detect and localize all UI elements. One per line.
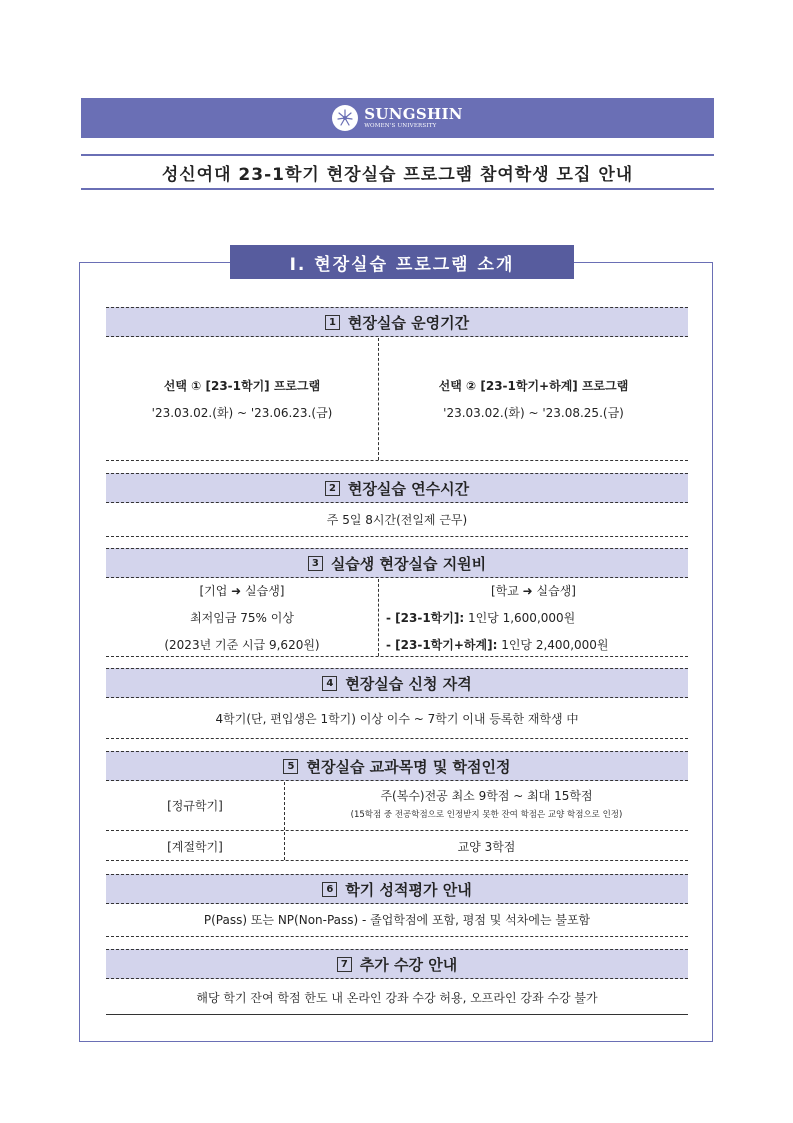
section-5-number: 5 <box>283 759 298 774</box>
section-2-label: 현장실습 연수시간 <box>347 479 470 498</box>
section-3-header <box>106 548 688 578</box>
logo-emblem-icon <box>332 105 358 131</box>
option-1-title: 선택 ① [23-1학기] 프로그램 <box>163 379 321 393</box>
section-4-number: 4 <box>322 676 337 691</box>
section-5-header <box>106 751 688 781</box>
document-title: 성신여대 23-1학기 현장실습 프로그램 참여학생 모집 안내 <box>161 164 634 185</box>
school-support-line1-value: 1인당 1,600,000원 <box>464 611 576 625</box>
section-3-number: 3 <box>308 556 323 571</box>
school-support-line2-label: - [23-1학기+하계]: <box>386 638 498 652</box>
section-7-header <box>106 949 688 979</box>
section-7-number: 7 <box>337 957 352 972</box>
school-support-line1 <box>386 609 575 626</box>
section-3-label: 실습생 현장실습 지원비 <box>330 554 487 573</box>
section-5-label: 현장실습 교과목명 및 학점인정 <box>306 757 511 776</box>
section-6-header <box>106 874 688 904</box>
company-support-line2: (2023년 기준 시급 9,620원) <box>164 638 320 652</box>
section-6-text: P(Pass) 또는 NP(Non-Pass) - 졸업학점에 포함, 평점 및 석차에는 불포함 <box>203 913 591 927</box>
option-1-date: '23.03.02.(화) ~ '23.06.23.(금) <box>151 406 333 420</box>
school-support-line2-value: 1인당 2,400,000원 <box>497 638 609 652</box>
regular-term-note: (15학점 중 전공학점으로 인정받지 못한 잔여 학점은 교양 학점으로 인정) <box>350 810 623 820</box>
section-2-header <box>106 473 688 503</box>
section-1-label: 현장실습 운영기간 <box>347 313 470 332</box>
section-6-label: 학기 성적평가 안내 <box>345 880 472 899</box>
section-1-number: 1 <box>325 315 340 330</box>
school-support-line1-label: - [23-1학기]: <box>386 611 465 625</box>
section-4-text: 4학기(단, 편입생은 1학기) 이상 이수 ~ 7학기 이내 등록한 재학생 中 <box>215 712 579 726</box>
school-support-head: [학교 ➜ 실습생] <box>490 584 576 598</box>
company-support-line1: 최저임금 75% 이상 <box>190 611 294 625</box>
seasonal-term-text: 교양 3학점 <box>457 840 516 854</box>
regular-term-label: [정규학기] <box>167 799 223 813</box>
section-1-divider <box>378 338 379 460</box>
option-2-title: 선택 ② [23-1학기+하계] 프로그램 <box>438 379 629 393</box>
university-banner <box>81 98 714 138</box>
school-support-line2 <box>386 636 609 653</box>
seasonal-term-label: [계절학기] <box>167 840 223 854</box>
regular-term-text: 주(복수)전공 최소 9학점 ~ 최대 15학점 <box>380 789 593 803</box>
section-4-header <box>106 668 688 698</box>
logo-name: SUNGSHIN <box>364 104 463 123</box>
section-6-number: 6 <box>322 882 337 897</box>
section-4-label: 현장실습 신청 자격 <box>345 674 472 693</box>
section-1-header <box>106 307 688 337</box>
logo-subtitle: WOMEN'S UNIVERSITY <box>364 122 437 129</box>
option-2-date: '23.03.02.(화) ~ '23.08.25.(금) <box>443 406 624 420</box>
section-2-number: 2 <box>325 481 340 496</box>
company-support-head: [기업 ➜ 실습생] <box>199 584 285 598</box>
university-logo <box>332 105 463 131</box>
section-title: Ⅰ. 현장실습 프로그램 소개 <box>230 245 574 279</box>
section-2-text: 주 5일 8시간(전일제 근무) <box>326 513 468 527</box>
document-title-bar <box>81 154 714 190</box>
section-1-body <box>106 337 688 461</box>
section-7-label: 추가 수강 안내 <box>359 955 458 974</box>
section-7-text: 해당 학기 잔여 학점 한도 내 온라인 강좌 수강 허용, 오프라인 강좌 수강 불가 <box>196 991 598 1005</box>
